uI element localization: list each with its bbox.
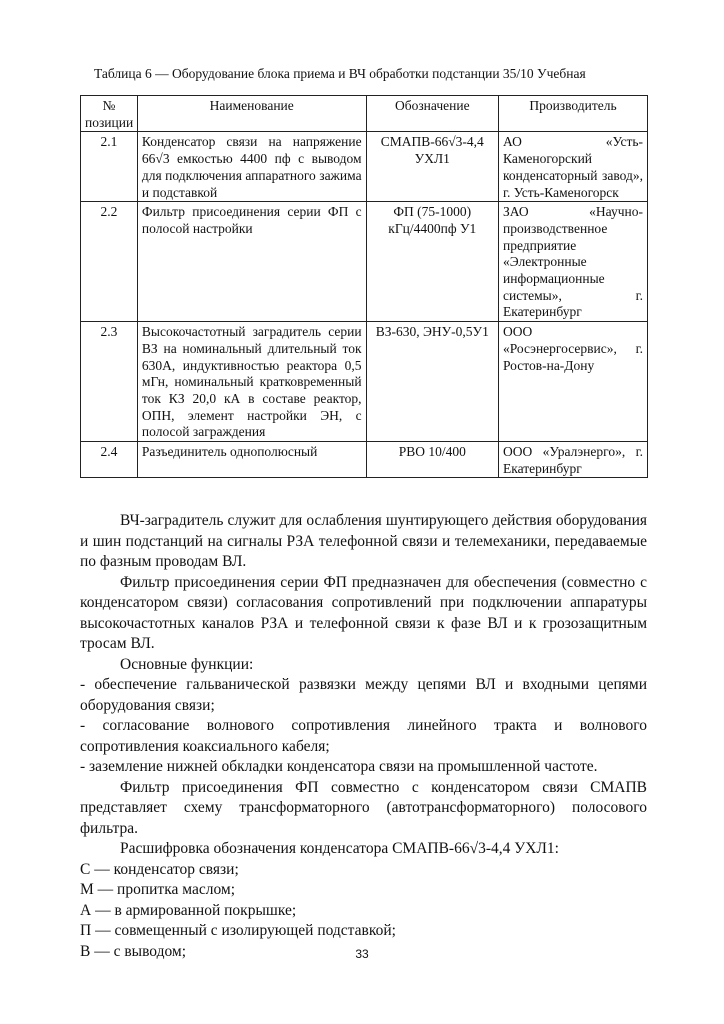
header-manufacturer: Производитель: [499, 96, 648, 132]
list-item: С — конденсатор связи;: [80, 860, 239, 878]
cell-position: 2.4: [81, 442, 138, 478]
table-caption: Таблица 6 — Оборудование блока приема и ВЧ обработки подстанции 35/10 Учебная: [94, 66, 586, 81]
cell-name: Фильтр присоединения серии ФП с полосой настройки: [137, 202, 366, 322]
table-row: [81, 132, 648, 202]
table-row: [81, 442, 648, 478]
list-item: М — пропитка маслом;: [80, 881, 236, 898]
body-text: [80, 511, 647, 962]
paragraph: Фильтр присоединения серии ФП предназначен для обеспечения (совместно с конденсатором связи) согласования сопротивлений при подключении аппаратуры высокочастотных каналов РЗА и телефонной связи к фазе ВЛ и к грозозащитным тросам ВЛ.: [80, 573, 647, 652]
equipment-table: [80, 95, 648, 478]
cell-manufacturer: ЗАО «Научно-производственное предприятие «Электронные информационные системы», г. Екатеринбург: [499, 202, 648, 322]
header-name: Наименование: [137, 96, 366, 132]
cell-name: Высокочастотный заградитель серии ВЗ на номинальный длительный ток 630А, индуктивностью реактора 0,5 мГн, номинальный кратковременный ток КЗ 20,0 кА в составе реактор, ОПН, элемент настройки ЭН, с полосой заграждения: [137, 322, 366, 442]
cell-name: Разъединитель однополюсный: [137, 442, 366, 478]
cell-position: 2.3: [81, 322, 138, 442]
list-item: А — в армированной покрышке;: [80, 901, 297, 919]
cell-manufacturer: ООО «Уралэнерго», г. Екатеринбург: [499, 442, 648, 478]
cell-position: 2.1: [81, 132, 138, 202]
page-number: 33: [355, 947, 369, 961]
paragraph: ВЧ-заградитель служит для ослабления шунтирующего действия оборудования и шин подстанций на сигналы РЗА телефонной связи и телемеханики, передаваемые по фазным проводам ВЛ.: [80, 512, 647, 570]
paragraph: Расшифровка обозначения конденсатора СМАПВ-66√3-4,4 УХЛ1:: [120, 840, 559, 857]
list-item: - согласование волнового сопротивления линейного тракта и волнового сопротивления коаксиального кабеля;: [80, 717, 647, 755]
cell-name: Конденсатор связи на напряжение 66√3 емкостью 4400 пф с выводом для подключения аппаратного зажима и подставкой: [137, 132, 366, 202]
list-item: - обеспечение гальванической развязки между цепями ВЛ и входными цепями оборудования связи;: [80, 676, 647, 714]
cell-position: 2.2: [81, 202, 138, 322]
paragraph: Фильтр присоединения ФП совместно с конденсатором связи СМАПВ представляет схему трансформаторного (автотрансформаторного) полосового фильтра.: [80, 778, 647, 837]
list-item: П — совмещенный с изолирующей подставкой;: [80, 922, 396, 939]
cell-designation: ВЗ-630, ЭНУ-0,5У1: [366, 322, 498, 442]
table-row: [81, 202, 648, 322]
list-item: - заземление нижней обкладки конденсатора связи на промышленной частоте.: [80, 758, 598, 775]
cell-designation: РВО 10/400: [366, 442, 498, 478]
cell-manufacturer: АО «Усть-Каменогорский конденсаторный завод», г. Усть-Каменогорск: [499, 132, 648, 202]
cell-manufacturer: ООО «Росэнергосервис», г. Ростов-на-Дону: [499, 322, 648, 442]
table-header-row: [81, 96, 648, 132]
header-position: № позиции: [81, 96, 138, 132]
paragraph: Основные функции:: [120, 655, 254, 673]
list-item: В — с выводом;: [80, 942, 187, 960]
cell-designation: ФП (75-1000) кГц/4400пф У1: [366, 202, 498, 322]
table-row: [81, 322, 648, 442]
header-designation: Обозначение: [366, 96, 498, 132]
cell-designation: СМАПВ-66√3-4,4 УХЛ1: [366, 132, 498, 202]
